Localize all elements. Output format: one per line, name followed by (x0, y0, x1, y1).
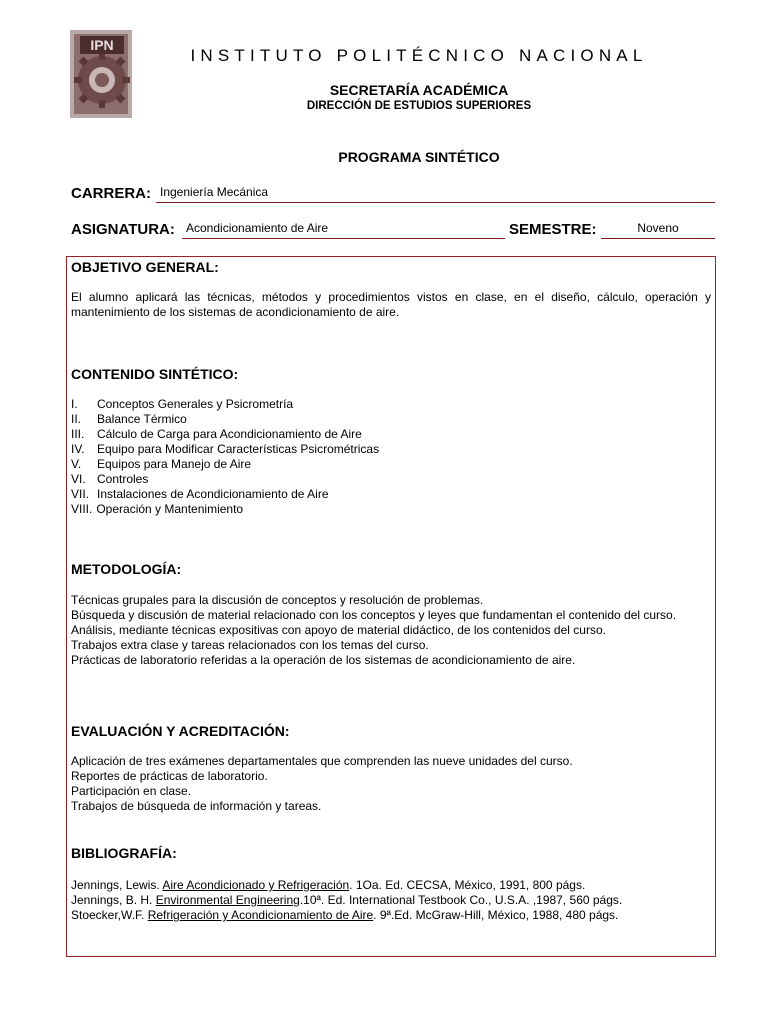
direccion-title: DIRECCIÓN DE ESTUDIOS SUPERIORES (306, 100, 532, 112)
book-title: Environmental Engineering (155, 893, 300, 907)
bibliografia-heading: BIBLIOGRAFÍA: (71, 845, 177, 861)
semestre-value: Noveno (601, 221, 715, 239)
document-title: PROGRAMA SINTÉTICO (338, 149, 500, 165)
evaluacion-heading: EVALUACIÓN Y ACREDITACIÓN: (71, 723, 290, 739)
carrera-value: Ingeniería Mecánica (156, 185, 715, 203)
bibliography-entry: Jennings, Lewis. Aire Acondicionado y Refrigeración. 1Oa. Ed. CECSA, México, 1991, 800 págs. (71, 878, 586, 892)
asignatura-label: ASIGNATURA: (71, 221, 175, 238)
contenido-heading: CONTENIDO SINTÉTICO: (71, 366, 239, 382)
list-item: Trabajos extra clase y tareas relacionados con los temas del curso. (71, 638, 429, 652)
institution-title: INSTITUTO POLITÉCNICO NACIONAL (190, 46, 648, 65)
list-item: VI. Controles (71, 472, 149, 486)
ipn-logo (66, 28, 136, 120)
book-title: Refrigeración y Acondicionamiento de Aire (147, 908, 374, 922)
carrera-label: CARRERA: (71, 185, 151, 202)
svg-text:IPN: IPN (90, 37, 114, 53)
bibliography-entry: Stoecker,W.F. Refrigeración y Acondicionamiento de Aire. 9ª.Ed. McGraw-Hill, México, 1988, 480 págs. (71, 908, 619, 922)
bibliography-entry: Jennings, B. H. Environmental Engineering.10ª. Ed. International Testbook Co., U.S.A. ,1987, 560 págs. (71, 893, 623, 907)
list-item: Análisis, mediante técnicas expositivas con apoyo de material didáctico, de los contenidos del curso. (71, 623, 606, 637)
list-item: I. Conceptos Generales y Psicrometría (71, 397, 294, 411)
list-item: II. Balance Térmico (71, 412, 187, 426)
objetivo-heading: OBJETIVO GENERAL: (71, 259, 219, 275)
list-item: V. Equipos para Manejo de Aire (71, 457, 252, 471)
secretaria-title: SECRETARÍA ACADÉMICA (329, 82, 509, 98)
list-item: Búsqueda y discusión de material relacionado con los conceptos y leyes que fundamentan el contenido del curso. (71, 608, 677, 622)
list-item: Aplicación de tres exámenes departamentales que comprenden las nueve unidades del curso. (71, 754, 573, 768)
list-item: VIII. Operación y Mantenimiento (71, 502, 244, 516)
gear-emblem-icon (66, 28, 136, 120)
list-item: Participación en clase. (71, 784, 192, 798)
list-item: IV. Equipo para Modificar Características Psicrométricas (71, 442, 380, 456)
bibliografia-list (71, 878, 711, 923)
contenido-list (71, 397, 711, 517)
list-item: III. Cálculo de Carga para Acondicionamiento de Aire (71, 427, 362, 441)
list-item: Reportes de prácticas de laboratorio. (71, 769, 268, 783)
book-title: Aire Acondicionado y Refrigeración (162, 878, 350, 892)
evaluacion-list (71, 754, 711, 814)
metodologia-heading: METODOLOGÍA: (71, 561, 182, 577)
semestre-label: SEMESTRE: (509, 221, 597, 238)
list-item: VII. Instalaciones de Acondicionamiento de Aire (71, 487, 329, 501)
metodologia-list (71, 593, 711, 668)
objetivo-text: El alumno aplicará las técnicas, métodos y procedimientos vistos en clase, en el diseño, cálculo, operación y mantenimiento de los sistemas de acondicionamiento de aire. (71, 290, 711, 319)
list-item: Técnicas grupales para la discusión de conceptos y resolución de problemas. (71, 593, 484, 607)
asignatura-value: Acondicionamiento de Aire (182, 221, 505, 239)
list-item: Prácticas de laboratorio referidas a la operación de los sistemas de acondicionamiento de aire. (71, 653, 576, 667)
list-item: Trabajos de búsqueda de información y tareas. (71, 799, 322, 813)
